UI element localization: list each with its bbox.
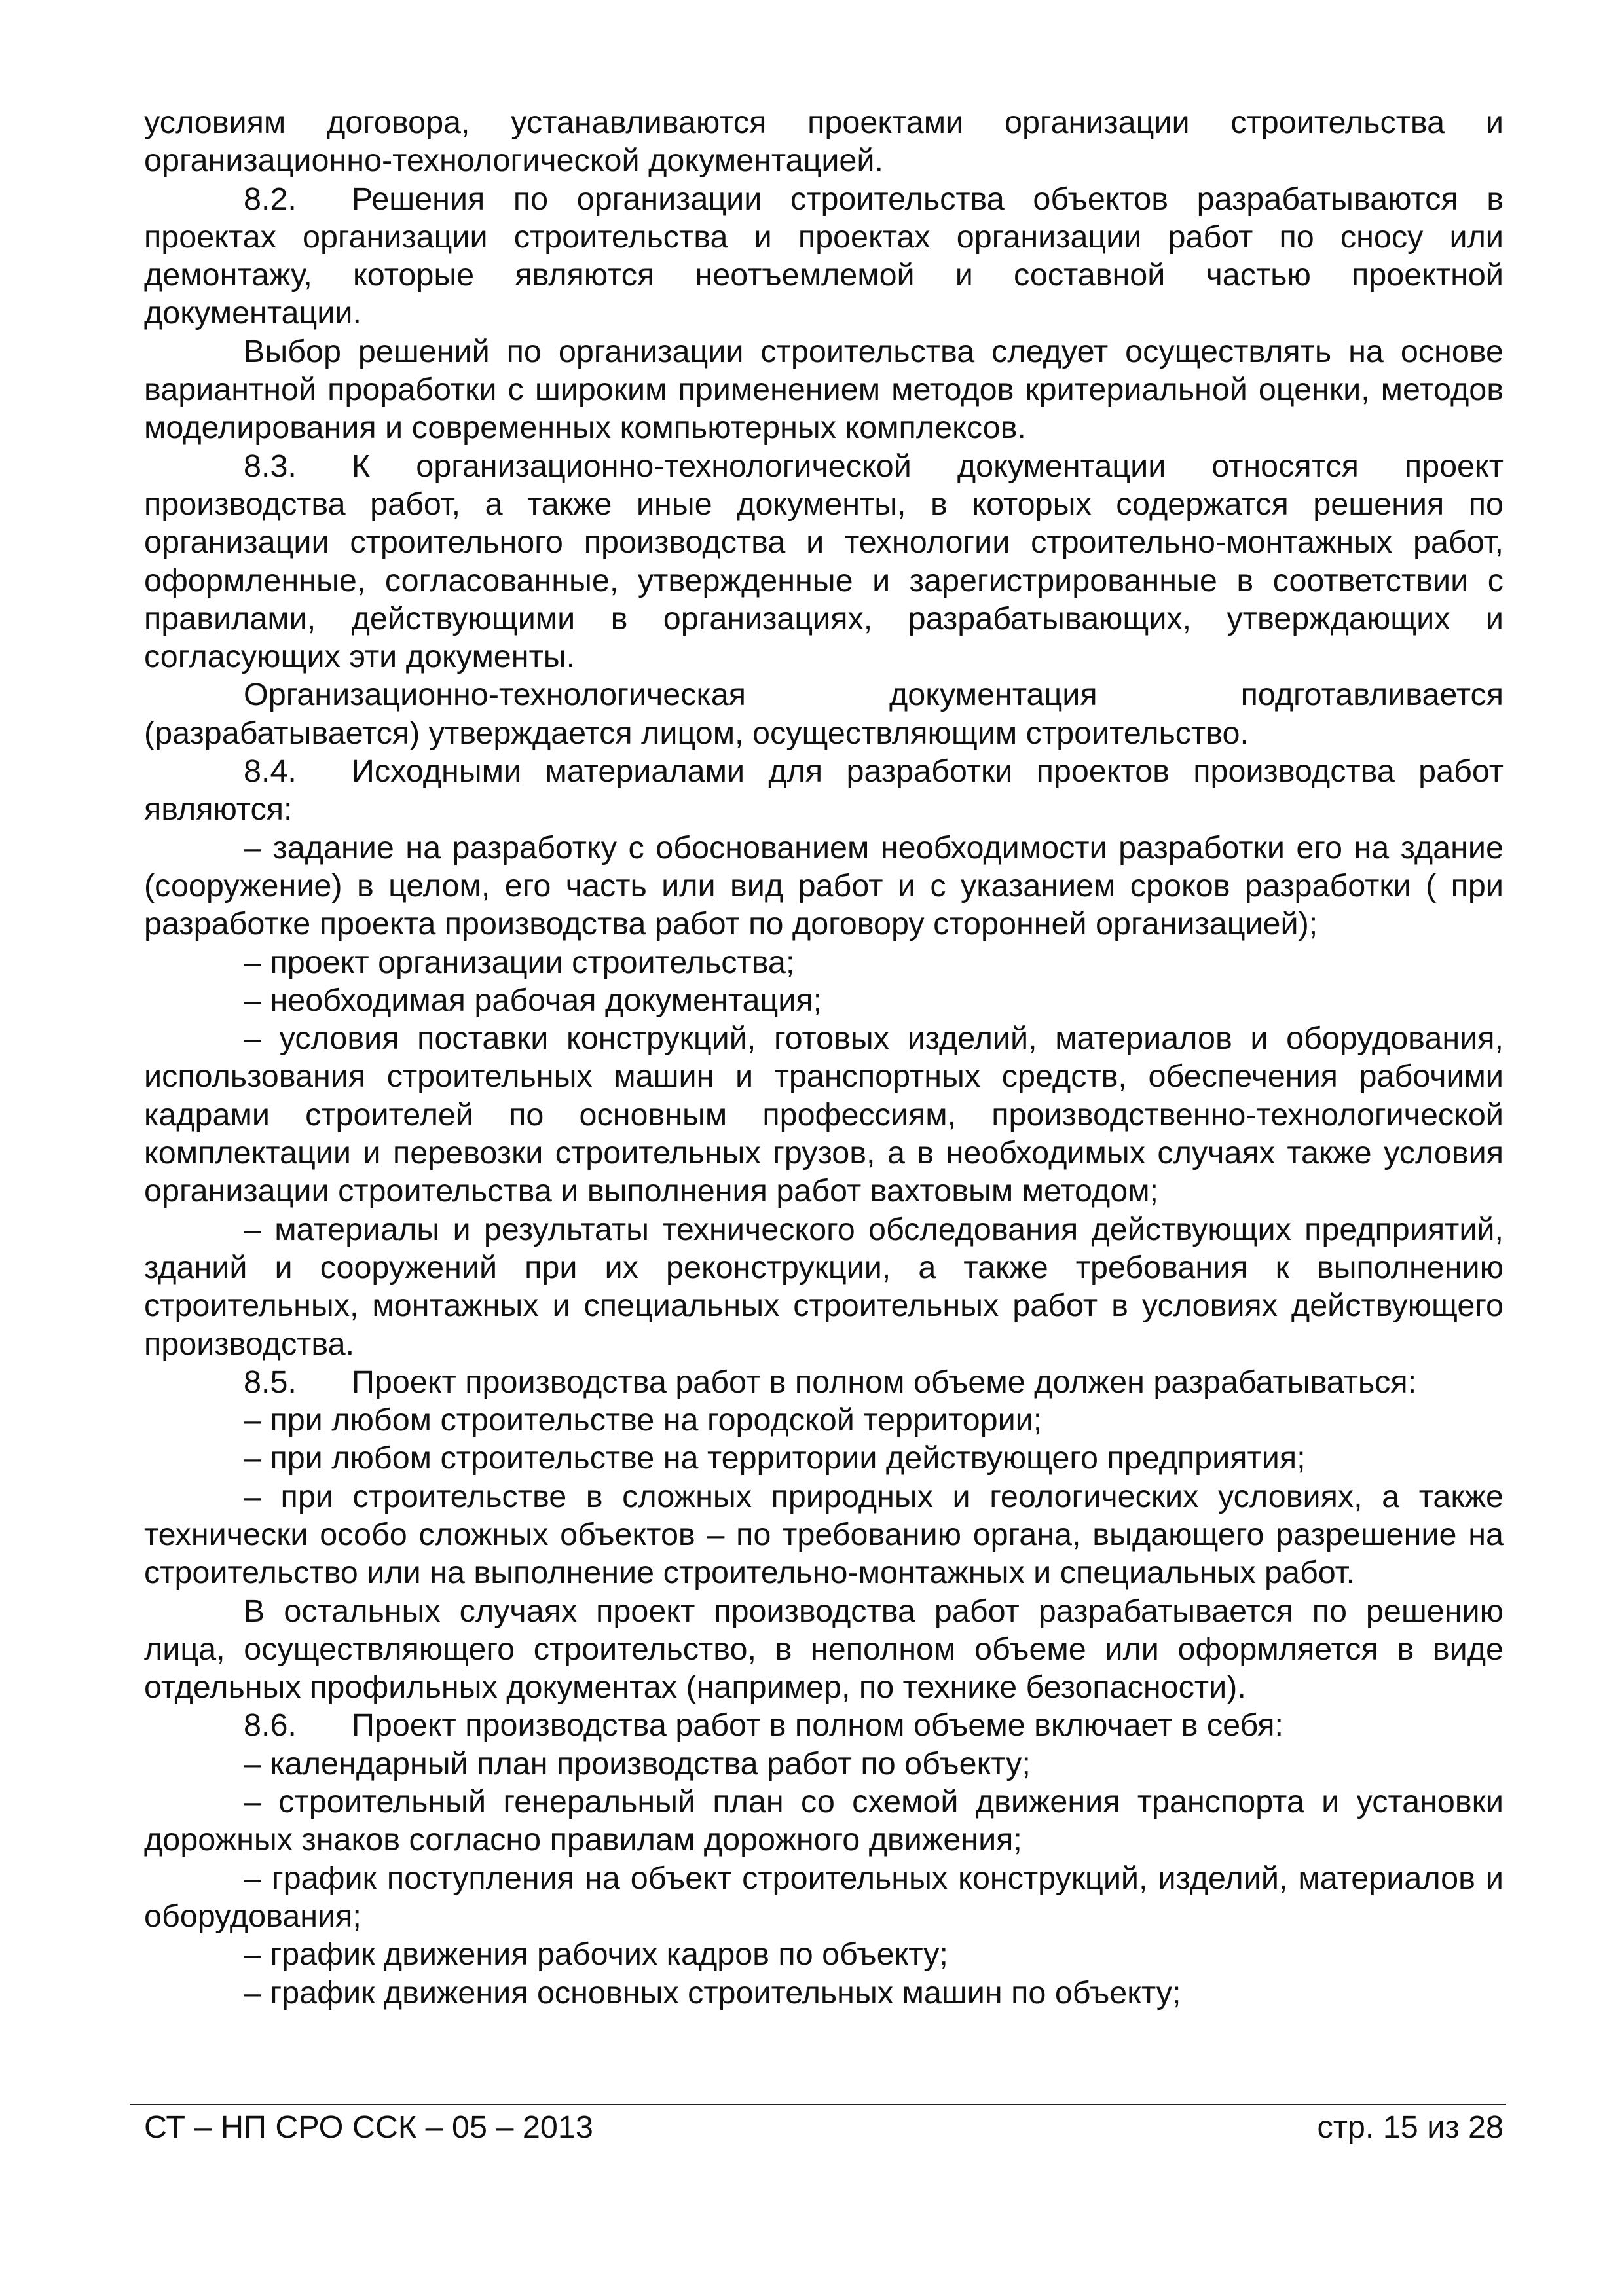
paragraph bbox=[144, 752, 1504, 829]
paragraph-text: – задание на разработку с обоснованием необходимости разработки его на здание (сооружение) в целом, его часть или вид работ и с указанием сроков разработки ( при разработке проекта производства работ по договору сторонней организацией); bbox=[144, 829, 1504, 942]
footer-divider bbox=[130, 2104, 1506, 2105]
paragraph bbox=[144, 180, 1504, 333]
paragraph-text: – график движения основных строительных машин по объекту; bbox=[244, 1975, 1181, 2011]
document-code: СТ – НП СРО ССК – 05 – 2013 bbox=[144, 2109, 593, 2145]
paragraph bbox=[144, 1592, 1504, 1707]
paragraph-text: – строительный генеральный план со схемой движения транспорта и установки дорожных знаков согласно правилам дорожного движения; bbox=[144, 1784, 1504, 1858]
paragraph-text: – график движения рабочих кадров по объекту; bbox=[244, 1937, 948, 1973]
paragraph bbox=[144, 1706, 1504, 1744]
paragraph-text: В остальных случаях проект производства работ разрабатывается по решению лица, осуществляющего строительство, в неполном объеме или оформляется в виде отдельных профильных документах (например, по технике безопасности). bbox=[144, 1593, 1504, 1705]
paragraph bbox=[144, 1935, 1504, 1973]
paragraph bbox=[144, 1478, 1504, 1592]
clause-number: 8.6. bbox=[244, 1707, 297, 1743]
paragraph bbox=[144, 1859, 1504, 1936]
paragraph bbox=[144, 1783, 1504, 1859]
paragraph-text: – при любом строительстве на городской территории; bbox=[244, 1402, 1043, 1438]
page-number: стр. 15 из 28 bbox=[1317, 2109, 1504, 2145]
paragraph-text: – условия поставки конструкций, готовых изделий, материалов и оборудования, использования строительных машин и транспортных средств, обеспечения рабочими кадрами строителей по основным профессиям, производственно-технологической комплектации и перевозки строительных грузов, а в необходимых случаях также условия организации строительства и выполнения работ вахтовым методом; bbox=[144, 1021, 1504, 1209]
paragraph-text: – материалы и результаты технического обследования действующих предприятий, зданий и сооружений при их реконструкции, а также требования к выполнению строительных, монтажных и специальных строительных работ в условиях действующего производства. bbox=[144, 1211, 1504, 1362]
paragraph-text: Выбор решений по организации строительства следует осуществлять на основе вариантной проработки с широким применением методов критериальной оценки, методов моделирования и современных компьютерных комплексов. bbox=[144, 333, 1504, 446]
paragraph bbox=[144, 1363, 1504, 1401]
paragraph-text: – проект организации строительства; bbox=[244, 944, 795, 980]
page-footer bbox=[144, 2107, 1504, 2147]
paragraph bbox=[144, 829, 1504, 943]
paragraph bbox=[144, 1019, 1504, 1210]
paragraph bbox=[144, 676, 1504, 752]
document-body bbox=[144, 103, 1504, 2012]
paragraph bbox=[144, 333, 1504, 447]
paragraph bbox=[144, 447, 1504, 676]
clause-number: 8.4. bbox=[244, 754, 297, 790]
paragraph-text: Организационно-технологическая документация подготавливается (разрабатывается) утверждается лицом, осуществляющим строительство. bbox=[144, 677, 1504, 751]
paragraph-text: – график поступления на объект строительных конструкций, изделий, материалов и оборудования; bbox=[144, 1860, 1504, 1934]
paragraph bbox=[144, 1974, 1504, 2012]
paragraph-text: Проект производства работ в полном объеме включает в себя: bbox=[352, 1707, 1283, 1743]
paragraph-text: – при любом строительстве на территории действующего предприятия; bbox=[244, 1440, 1306, 1476]
paragraph-text: условиям договора, устанавливаются проектами организации строительства и организационно-технологической документацией. bbox=[144, 105, 1504, 179]
paragraph bbox=[144, 1745, 1504, 1783]
paragraph-text: – при строительстве в сложных природных и геологических условиях, а также технически особо сложных объектов – по требованию органа, выдающего разрешение на строительство или на выполнение строительно-монтажных и специальных работ. bbox=[144, 1478, 1504, 1591]
paragraph-text: Проект производства работ в полном объеме должен разрабатываться: bbox=[352, 1364, 1417, 1400]
paragraph bbox=[144, 943, 1504, 981]
clause-number: 8.2. bbox=[244, 181, 297, 217]
paragraph bbox=[144, 1211, 1504, 1363]
paragraph bbox=[144, 1439, 1504, 1477]
paragraph-text: К организационно-технологической документации относятся проект производства работ, а также иные документы, в которых содержатся решения по организации строительного производства и технологии строительно-монтажных работ, оформленные, согласованные, утвержденные и зарегистрированные в соответствии с правилами, действующими в организациях, разрабатывающих, утверждающих и согласующих эти документы. bbox=[144, 448, 1504, 675]
clause-number: 8.3. bbox=[244, 448, 297, 484]
clause-number: 8.5. bbox=[244, 1364, 297, 1400]
paragraph-text: Исходными материалами для разработки проектов производства работ являются: bbox=[144, 754, 1504, 828]
paragraph bbox=[144, 981, 1504, 1019]
paragraph bbox=[144, 1401, 1504, 1439]
paragraph-text: – календарный план производства работ по объекту; bbox=[244, 1745, 1031, 1781]
paragraph-text: – необходимая рабочая документация; bbox=[244, 982, 822, 1018]
paragraph-text: Решения по организации строительства объектов разрабатываются в проектах организации строительства и проектах организации работ по сносу или демонтажу, которые являются неотъемлемой и составной частью проектной документации. bbox=[144, 181, 1504, 331]
paragraph bbox=[144, 103, 1504, 180]
